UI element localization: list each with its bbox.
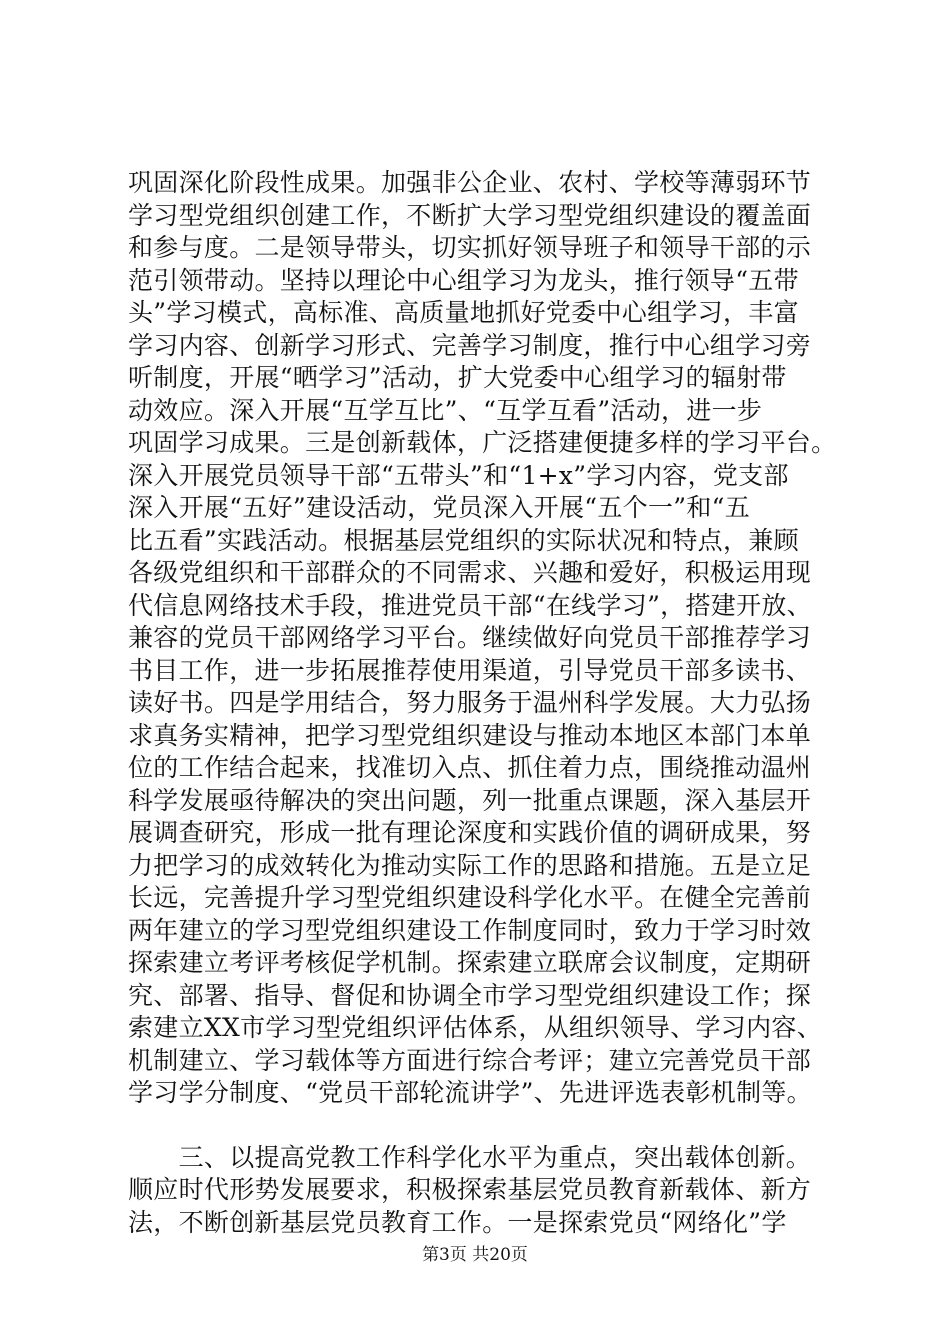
text-line: 比五看”实践活动。根据基层党组织的实际状况和特点，兼顾 <box>128 525 799 555</box>
text-line: 巩固深化阶段性成果。加强非公企业、农村、学校等薄弱环节 <box>128 168 812 197</box>
text-line: 深入开展党员领导干部“五带头”和“1+x”学习内容，党支部 <box>128 460 789 490</box>
text-line: 学习型党组织创建工作，不断扩大学习型党组织建设的覆盖面 <box>128 200 812 230</box>
text-line: 代信息网络技术手段，推进党员干部“在线学习”，搭建开放、 <box>128 590 812 620</box>
text-line: 头”学习模式，高标准、高质量地抓好党委中心组学习，丰富 <box>128 298 799 327</box>
text-line: 力把学习的成效转化为推动实际工作的思路和措施。五是立足 <box>128 850 812 880</box>
text-line: 深入开展“五好”建设活动，党员深入开展“五个一”和“五 <box>128 493 751 522</box>
text-line: 和参与度。二是领导带头，切实抓好领导班子和领导干部的示 <box>128 233 812 262</box>
text-line: 顺应时代形势发展要求，积极探索基层党员教育新载体、新方 <box>128 1175 812 1204</box>
text-line: 两年建立的学习型党组织建设工作制度同时，致力于学习时效 <box>128 915 812 945</box>
text-line: 书目工作，进一步拓展推荐使用渠道，引导党员干部多读书、 <box>128 655 812 685</box>
text-line: 读好书。四是学用结合，努力服务于温州科学发展。大力弘扬 <box>128 688 812 717</box>
text-line: 各级党组织和干部群众的不同需求、兴趣和爱好，积极运用现 <box>128 558 812 587</box>
text-line: 究、部署、指导、督促和协调全市学习型党组织建设工作；探 <box>128 980 812 1010</box>
paragraph-1 <box>128 167 837 1110</box>
text-line: 学习内容、创新学习形式、完善学习制度，推行中心组学习旁 <box>128 330 812 360</box>
text-line: 动效应。深入开展“互学互比”、“互学互看”活动，进一步 <box>128 395 763 425</box>
text-line: 学习学分制度、“党员干部轮流讲学”、先进评选表彰机制等。 <box>128 1078 812 1107</box>
text-line: 范引领带动。坚持以理论中心组学习为龙头，推行领导“五带 <box>128 265 799 295</box>
text-line: 探索建立考评考核促学机制。探索建立联席会议制度，定期研 <box>128 948 812 977</box>
text-line: 机制建立、学习载体等方面进行综合考评；建立完善党员干部 <box>128 1045 812 1075</box>
text-line: 三、以提高党教工作科学化水平为重点，突出载体创新。 <box>128 1142 812 1172</box>
text-line: 巩固学习成果。三是创新载体，广泛搭建便捷多样的学习平台。 <box>128 428 837 457</box>
paragraph-2 <box>128 1142 828 1240</box>
document-body <box>128 167 837 1239</box>
text-line: 索建立XX市学习型党组织评估体系，从组织领导、学习内容、 <box>128 1013 822 1042</box>
text-line: 求真务实精神，把学习型党组织建设与推动本地区本部门本单 <box>128 720 812 750</box>
text-line: 听制度，开展“晒学习”活动，扩大党委中心组学习的辐射带 <box>128 363 787 392</box>
text-line: 展调查研究，形成一批有理论深度和实践价值的调研成果，努 <box>128 818 812 847</box>
page-footer: 第3页 共20页 <box>422 1245 528 1265</box>
text-line: 兼容的党员干部网络学习平台。继续做好向党员干部推荐学习 <box>128 623 812 652</box>
text-line: 法，不断创新基层党员教育工作。一是探索党员“网络化”学 <box>128 1207 787 1237</box>
text-line: 位的工作结合起来，找准切入点、抓住着力点，围绕推动温州 <box>128 753 812 782</box>
text-line: 长远，完善提升学习型党组织建设科学化水平。在健全完善前 <box>128 883 812 912</box>
text-line: 科学发展亟待解决的突出问题，列一批重点课题，深入基层开 <box>128 785 812 815</box>
paragraph-gap <box>128 1110 828 1142</box>
